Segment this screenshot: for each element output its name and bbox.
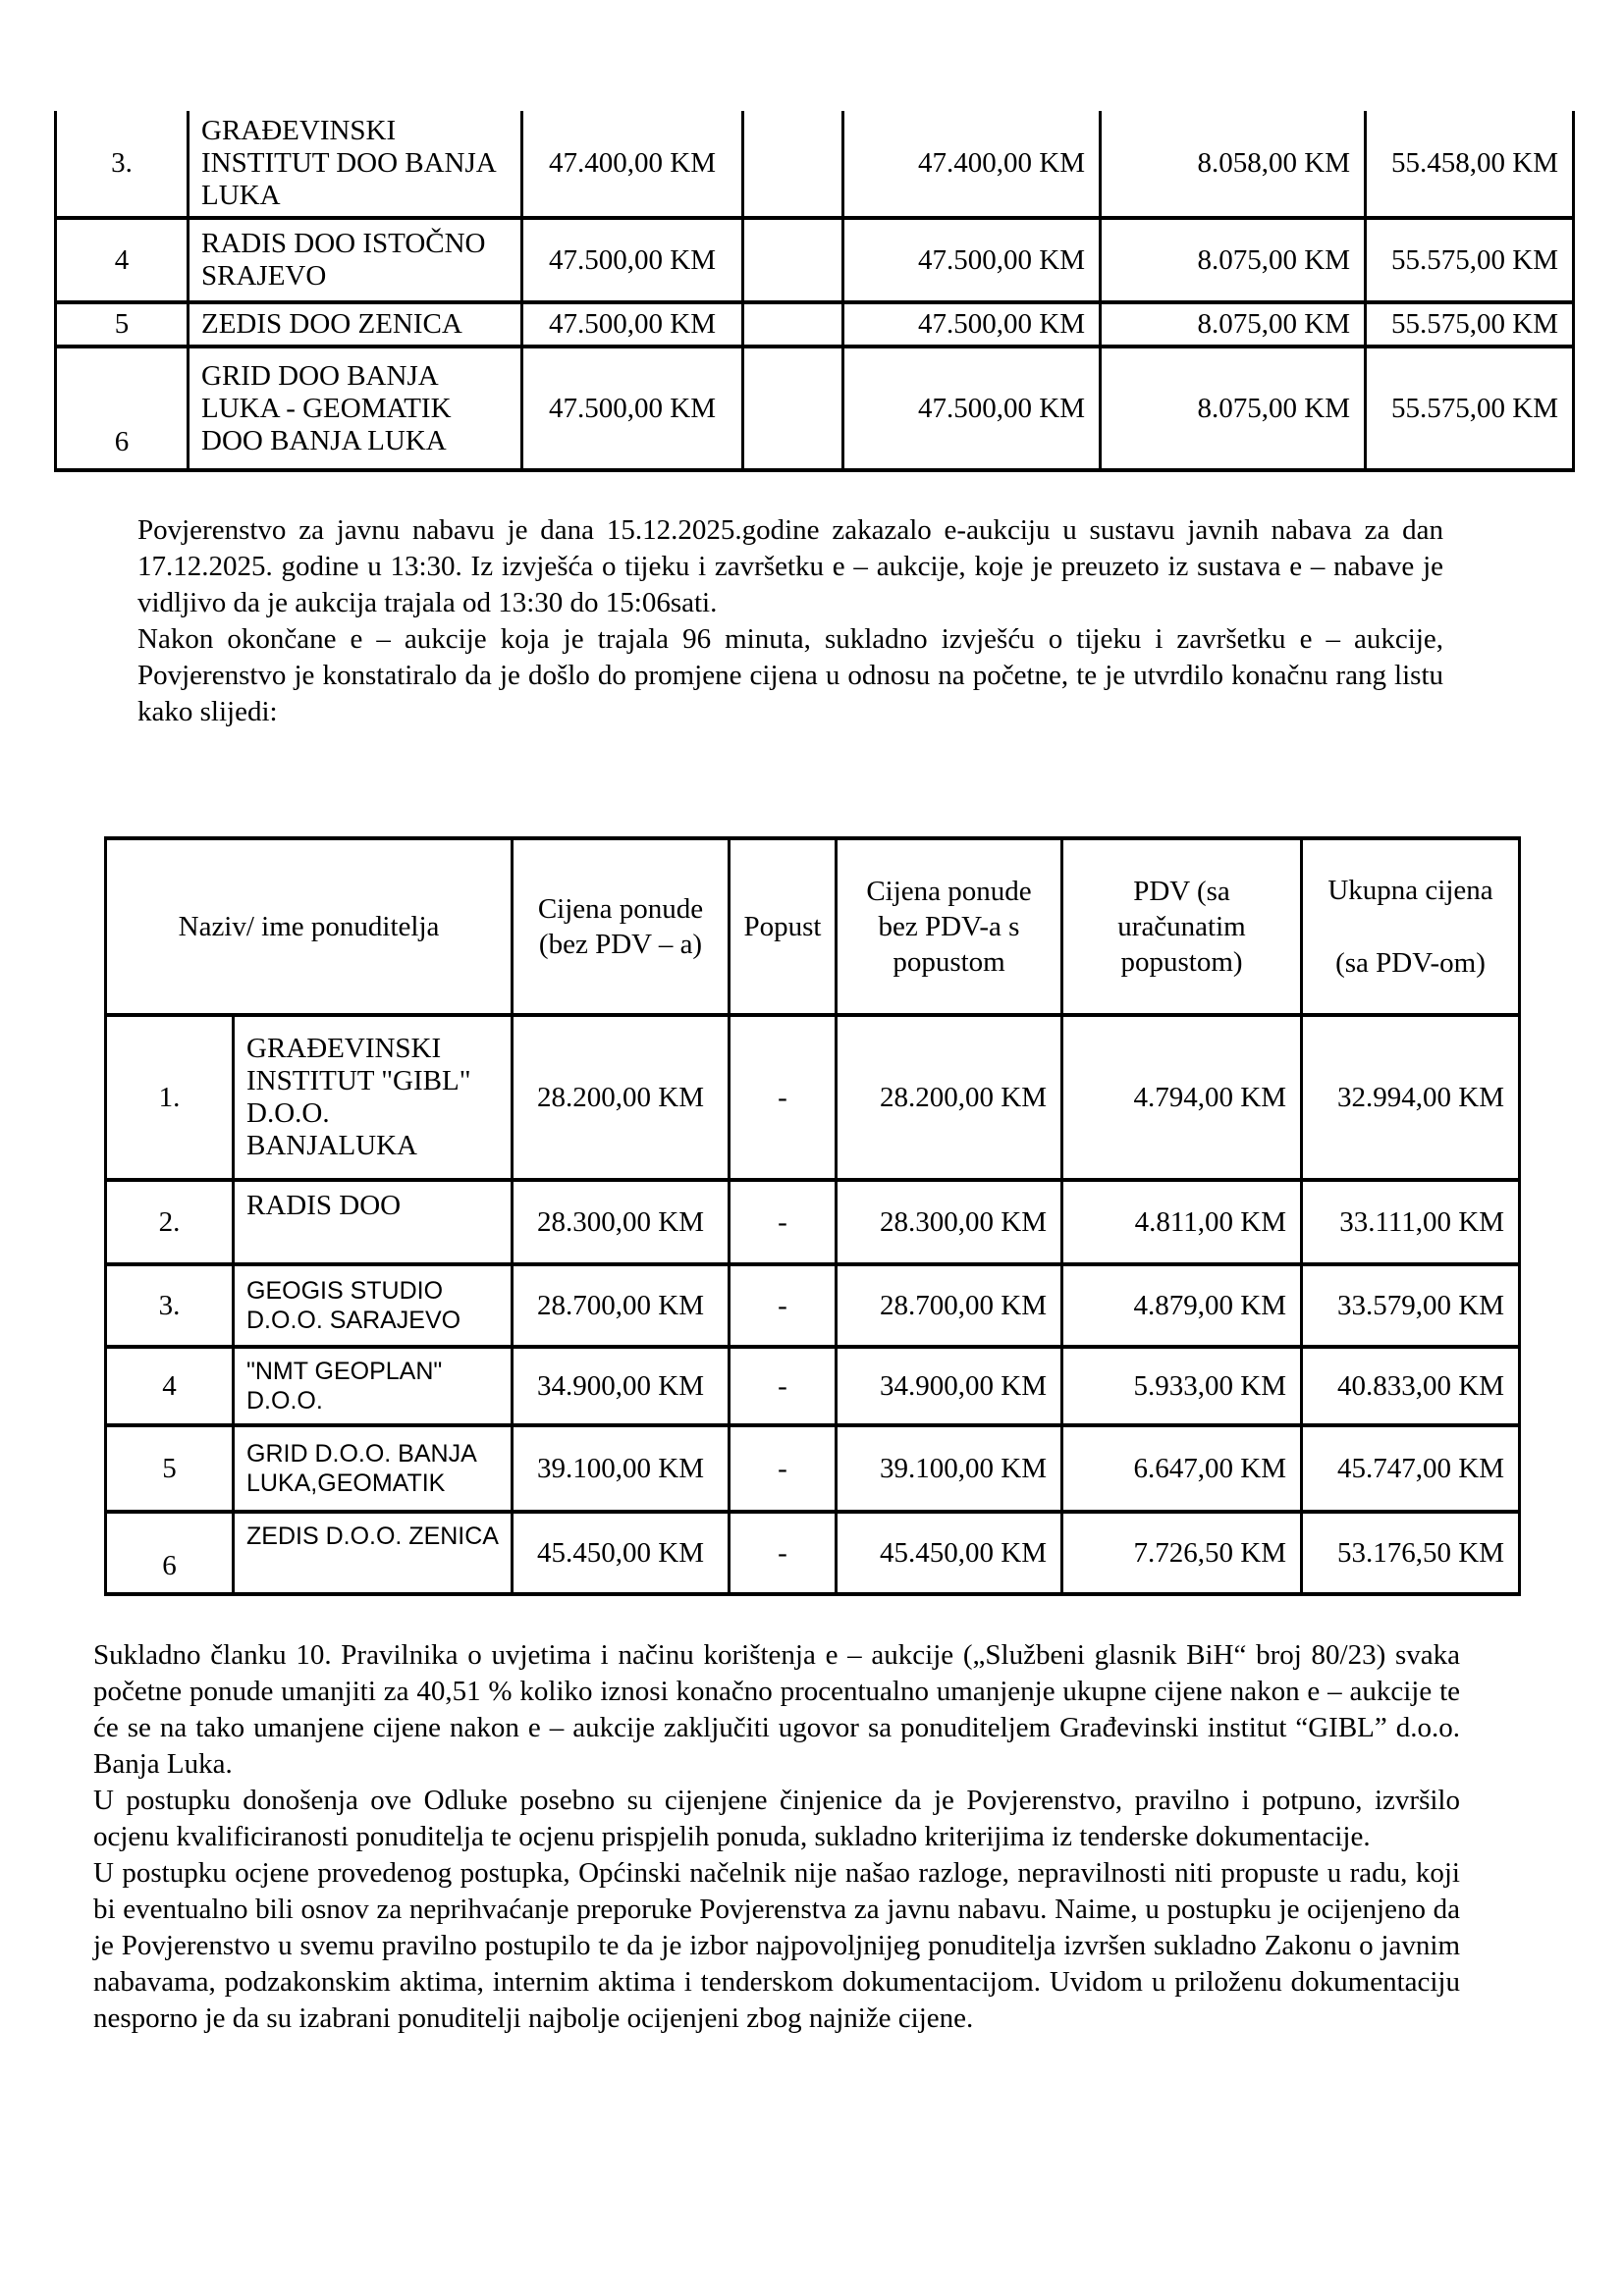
vat-amount: 4.879,00 KM	[1062, 1264, 1302, 1347]
discount	[743, 347, 843, 470]
bidder-name: ZEDIS D.O.O. ZENICA	[234, 1512, 513, 1594]
offer-price: 28.700,00 KM	[513, 1264, 730, 1347]
table-row	[56, 302, 1574, 347]
vat-amount: 4.811,00 KM	[1062, 1180, 1302, 1264]
total-price: 33.579,00 KM	[1302, 1264, 1520, 1347]
col-header-cijena: Cijena ponude (bez PDV – a)	[513, 838, 730, 1015]
decision-rationale-text	[93, 1637, 1460, 2037]
price-with-discount: 47.400,00 KM	[843, 111, 1101, 218]
vat-amount: 8.075,00 KM	[1101, 218, 1366, 302]
offers-table-continued	[54, 111, 1575, 472]
total-price: 55.575,00 KM	[1366, 302, 1574, 347]
total-price: 55.575,00 KM	[1366, 218, 1574, 302]
row-number: 6	[56, 347, 189, 470]
price-with-discount: 47.500,00 KM	[843, 347, 1101, 470]
offer-price: 47.400,00 KM	[522, 111, 743, 218]
offer-price: 45.450,00 KM	[513, 1512, 730, 1594]
col-header-popust: Popust	[730, 838, 837, 1015]
discount: -	[730, 1512, 837, 1594]
total-price: 45.747,00 KM	[1302, 1425, 1520, 1512]
bidder-name: GRID DOO BANJA LUKA - GEOMATIK DOO BANJA LUKA	[189, 347, 522, 470]
offer-price: 28.200,00 KM	[513, 1015, 730, 1180]
offer-price: 39.100,00 KM	[513, 1425, 730, 1512]
vat-amount: 8.058,00 KM	[1101, 111, 1366, 218]
paragraph: U postupku ocjene provedenog postupka, Općinski načelnik nije našao razloge, nepravilnosti niti propuste u radu, koji bi eventualno bili osnov za neprihvaćanje preporuke Povjerenstva za javnu nabavu. Naime, u postupku je ocijenjeno da je Povjerenstvo u svemu pravilno postupilo te da je izbor najpovoljnijeg ponuditelja izvršen sukladno Zakonu o javnim nabavama, podzakonskim aktima, internim aktima i tenderskom dokumentacijom. Uvidom u priloženu dokumentaciju nesporno je da su izabrani ponuditelji najbolje ocijenjeni zbog najniže cijene.	[93, 1857, 1460, 2034]
discount: -	[730, 1347, 837, 1425]
vat-amount: 7.726,50 KM	[1062, 1512, 1302, 1594]
price-with-discount: 47.500,00 KM	[843, 302, 1101, 347]
total-price: 55.575,00 KM	[1366, 347, 1574, 470]
offer-price: 34.900,00 KM	[513, 1347, 730, 1425]
paragraph: Sukladno članku 10. Pravilnika o uvjetima i načinu korištenja e – aukcije („Službeni glasnik BiH“ broj 80/23) svaka početne ponude umanjiti za 40,51 % koliko iznosi konačno procentualno umanjenje ukupne cijene nakon e – aukcije te će se na tako umanjene cijene nakon e – aukcije zaključiti ugovor sa ponuditeljem Građevinski institut “GIBL” d.o.o. Banja Luka.	[93, 1639, 1460, 1780]
discount: -	[730, 1264, 837, 1347]
table-row	[106, 1347, 1520, 1425]
vat-amount: 6.647,00 KM	[1062, 1425, 1302, 1512]
row-number: 5	[56, 302, 189, 347]
offer-price: 47.500,00 KM	[522, 218, 743, 302]
offer-price: 28.300,00 KM	[513, 1180, 730, 1264]
paragraph: Nakon okončane e – aukcije koja je trajala 96 minuta, sukladno izvješću o tijeku i završetku e – aukcije, Povjerenstvo je konstatiralo da je došlo do promjene cijena u odnosu na početne, te je utvrdilo konačnu rang listu kako slijedi:	[137, 623, 1443, 727]
table-row	[106, 1180, 1520, 1264]
row-number: 3.	[56, 111, 189, 218]
discount	[743, 218, 843, 302]
price-with-discount: 34.900,00 KM	[837, 1347, 1062, 1425]
total-price: 32.994,00 KM	[1302, 1015, 1520, 1180]
bidder-name: ZEDIS DOO ZENICA	[189, 302, 522, 347]
vat-amount: 5.933,00 KM	[1062, 1347, 1302, 1425]
final-ranking-table	[104, 836, 1521, 1596]
paragraph: Povjerenstvo za javnu nabavu je dana 15.12.2025.godine zakazalo e-aukciju u sustavu javnih nabava za dan 17.12.2025. godine u 13:30. Iz izvješća o tijeku i završetku e – aukcije, koje je preuzeto iz sustava e – nabave je vidljivo da je aukcija trajala od 13:30 do 15:06sati.	[137, 514, 1443, 618]
price-with-discount: 28.200,00 KM	[837, 1015, 1062, 1180]
row-number: 2.	[106, 1180, 234, 1264]
table-row	[56, 111, 1574, 218]
discount	[743, 111, 843, 218]
paragraph: U postupku donošenja ove Odluke posebno su cijenjene činjenice da je Povjerenstvo, pravilno i potpuno, izvršilo ocjenu kvalificiranosti ponuditelja te ocjenu prispjelih ponuda, sukladno kriterijima iz tenderske dokumentacije.	[93, 1785, 1460, 1852]
col-header-ukupna-line2: (sa PDV-om)	[1335, 947, 1486, 979]
row-number: 4	[56, 218, 189, 302]
price-with-discount: 39.100,00 KM	[837, 1425, 1062, 1512]
table-row	[106, 1512, 1520, 1594]
col-header-ukupna-line1: Ukupna cijena	[1327, 875, 1493, 906]
offer-price: 47.500,00 KM	[522, 347, 743, 470]
offer-price: 47.500,00 KM	[522, 302, 743, 347]
table-row	[56, 218, 1574, 302]
vat-amount: 4.794,00 KM	[1062, 1015, 1302, 1180]
price-with-discount: 28.300,00 KM	[837, 1180, 1062, 1264]
total-price: 33.111,00 KM	[1302, 1180, 1520, 1264]
vat-amount: 8.075,00 KM	[1101, 302, 1366, 347]
col-header-cijena-popust: Cijena ponude bez PDV-a s popustom	[837, 838, 1062, 1015]
table-row	[106, 1015, 1520, 1180]
bidder-name: GRAĐEVINSKI INSTITUT "GIBL" D.O.O. BANJALUKA	[234, 1015, 513, 1180]
row-number: 4	[106, 1347, 234, 1425]
discount: -	[730, 1015, 837, 1180]
row-number: 3.	[106, 1264, 234, 1347]
discount: -	[730, 1425, 837, 1512]
row-number: 5	[106, 1425, 234, 1512]
discount	[743, 302, 843, 347]
col-header-ukupna	[1302, 838, 1520, 1015]
col-header-naziv: Naziv/ ime ponuditelja	[106, 838, 513, 1015]
table-row	[106, 1264, 1520, 1347]
price-with-discount: 47.500,00 KM	[843, 218, 1101, 302]
price-with-discount: 45.450,00 KM	[837, 1512, 1062, 1594]
total-price: 55.458,00 KM	[1366, 111, 1574, 218]
bidder-name: RADIS DOO	[234, 1180, 513, 1264]
row-number: 6	[106, 1512, 234, 1594]
vat-amount: 8.075,00 KM	[1101, 347, 1366, 470]
total-price: 40.833,00 KM	[1302, 1347, 1520, 1425]
row-number: 1.	[106, 1015, 234, 1180]
bidder-name: RADIS DOO ISTOČNO SRAJEVO	[189, 218, 522, 302]
bidder-name: "NMT GEOPLAN" D.O.O.	[234, 1347, 513, 1425]
bidder-name: GEOGIS STUDIO D.O.O. SARAJEVO	[234, 1264, 513, 1347]
bidder-name: GRAĐEVINSKI INSTITUT DOO BANJA LUKA	[189, 111, 522, 218]
col-header-pdv: PDV (sa uračunatim popustom)	[1062, 838, 1302, 1015]
total-price: 53.176,50 KM	[1302, 1512, 1520, 1594]
discount: -	[730, 1180, 837, 1264]
bidder-name: GRID D.O.O. BANJA LUKA,GEOMATIK	[234, 1425, 513, 1512]
table-row	[106, 1425, 1520, 1512]
price-with-discount: 28.700,00 KM	[837, 1264, 1062, 1347]
header-row	[106, 838, 1520, 1015]
table-row	[56, 347, 1574, 470]
auction-summary-text	[137, 512, 1443, 730]
